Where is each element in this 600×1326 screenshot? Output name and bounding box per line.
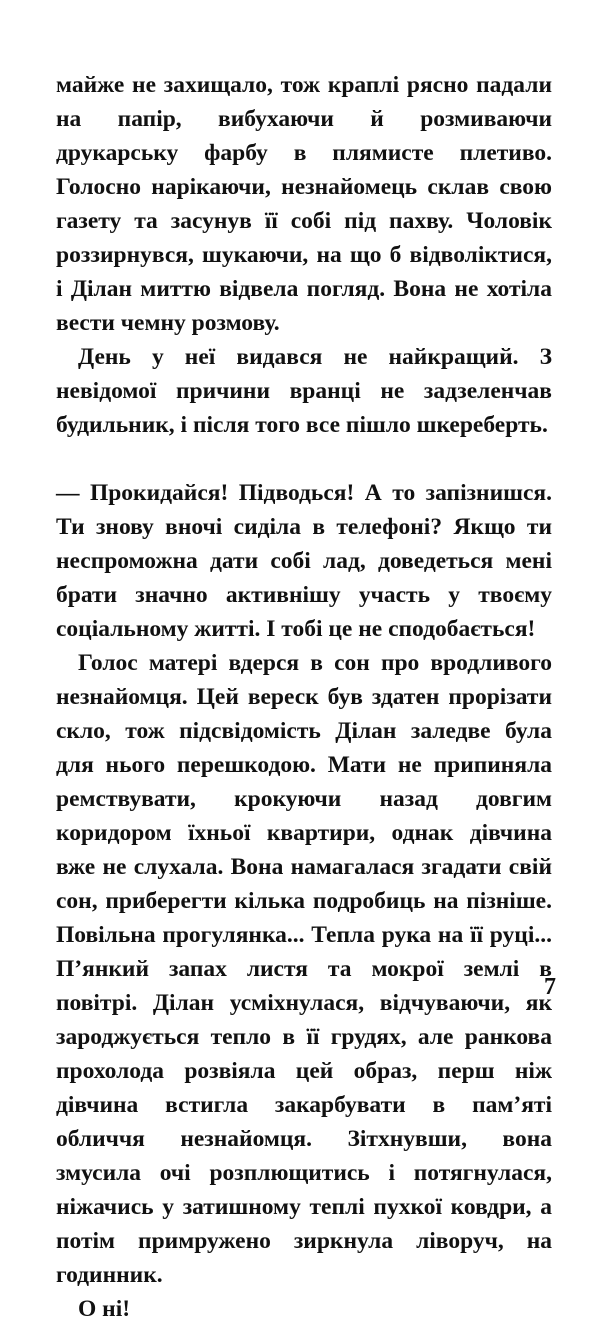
page-text — [56, 68, 552, 1326]
paragraph-4: Голос матері вдерся в сон про вродливого незнайомця. Цей вереск був здатен прорізати скло, тож підсвідомість Ділан заледве була для нього перешкодою. Мати не припиняла ремствувати, крокуючи назад довгим коридором їхньої квартири, однак дівчина вже не слухала. Вона намагалася згадати свій сон, приберегти кілька подробиць на пізніше. Повільна прогулянка... Тепла рука на її руці... П’янкий запах листя та мокрої землі в повітрі. Ділан усміхнулася, відчуваючи, як зароджується тепло в її грудях, але ранкова прохолода розвіяла цей образ, перш ніж дівчина встигла закарбувати в пам’яті обличчя незнайомця. Зітхнувши, вона змусила очі розплющитись і потягнулася, ніжачись у затишному теплі пухкої ковдри, а потім примружено зиркнула ліворуч, на годинник. — [56, 650, 552, 1288]
paragraph-1: майже не захищало, тож краплі рясно падали на папір, вибухаючи й розмиваючи друкарську фарбу в плямисте плетиво. Голосно нарікаючи, незнайомець склав свою газету та засунув її собі під пахву. Чоловік роззирнувся, шукаючи, на що б відволіктися, і Ділан миттю відвела погляд. Вона не хотіла вести чемну розмову. — [56, 72, 552, 336]
page-number: 7 — [544, 974, 556, 1000]
section-gap — [56, 442, 552, 476]
paragraph-2: День у неї видався не найкращий. З невідомої причини вранці не задзеленчав будильник, і після того все пішло шкереберть. — [56, 344, 552, 438]
paragraph-3: — Прокидайся! Підводься! А то запізнишся. Ти знову вночі сиділа в телефоні? Якщо ти неспроможна дати собі лад, доведеться мені брати значно активнішу участь у твоєму соціальному житті. І тобі це не сподобається! — [56, 480, 552, 642]
paragraph-5: О ні! — [78, 1296, 131, 1322]
